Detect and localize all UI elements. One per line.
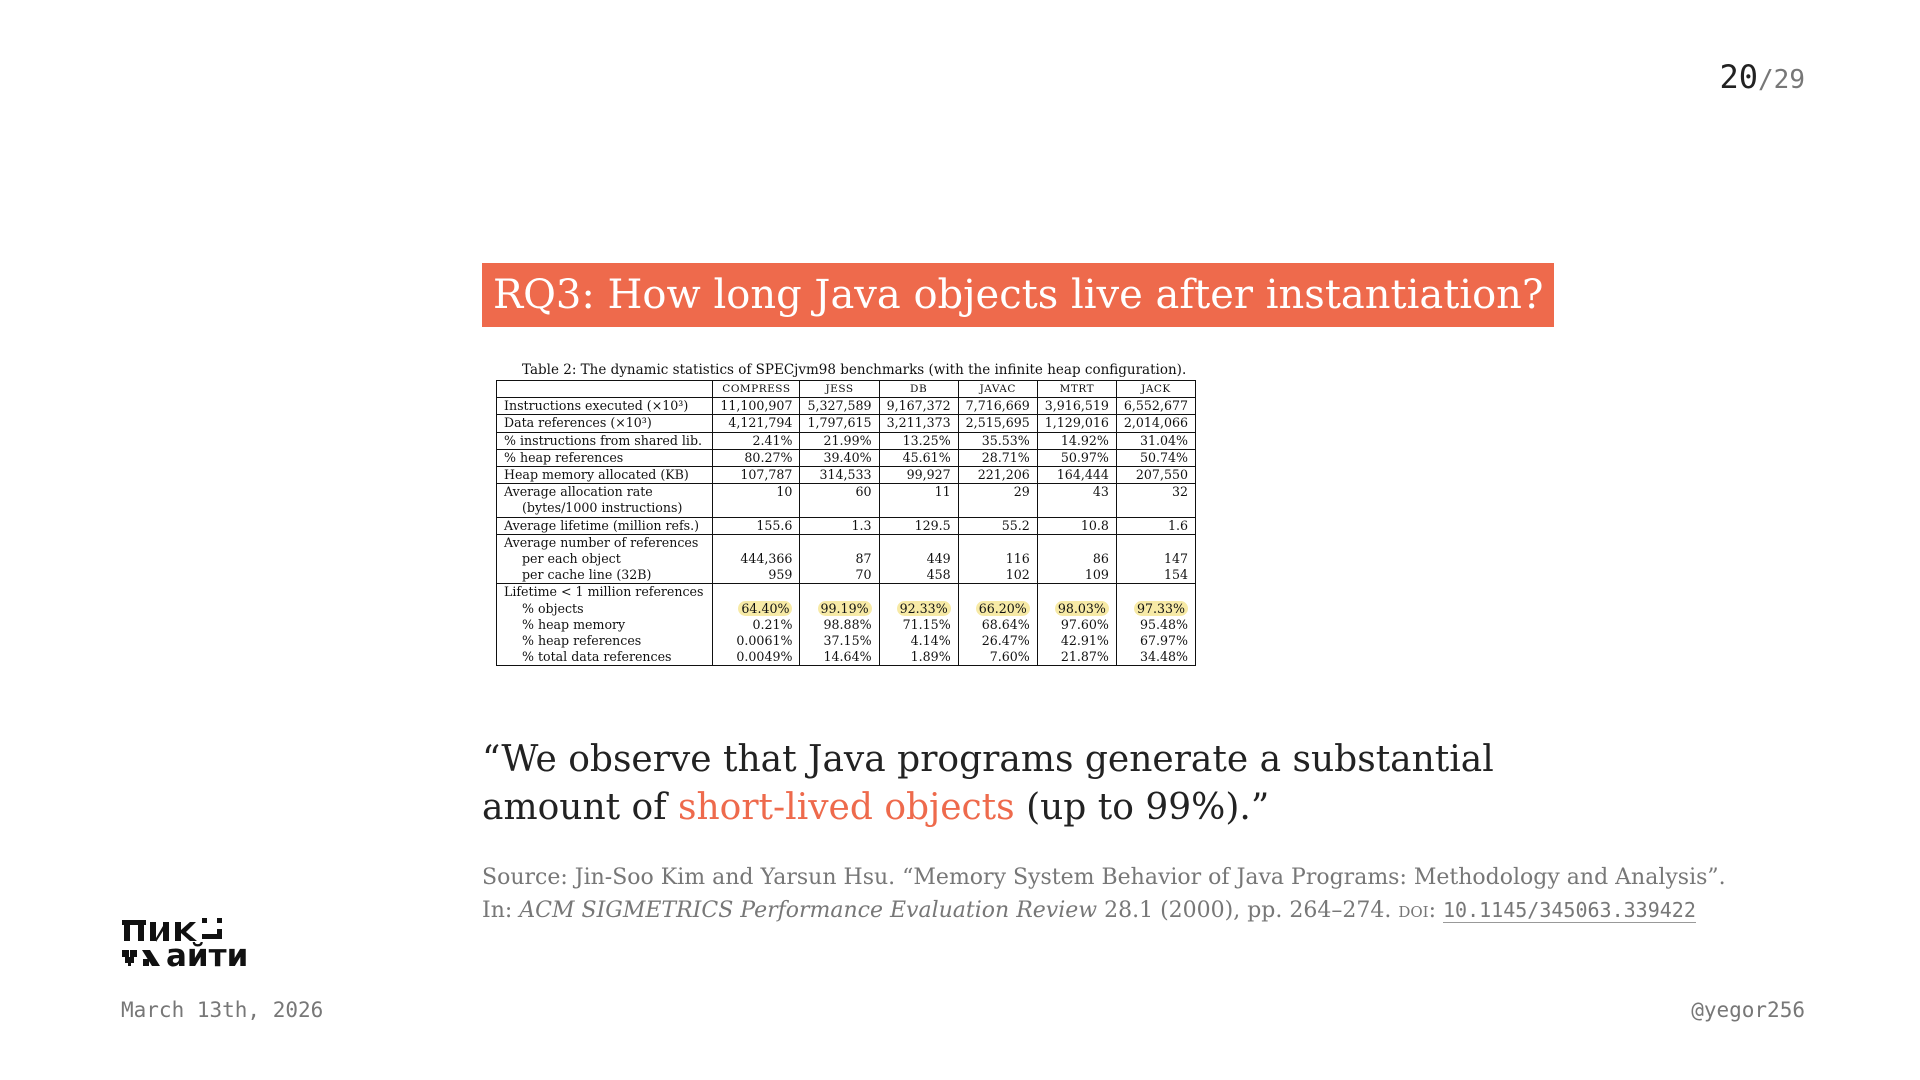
table-cell: 102: [958, 567, 1037, 584]
row-label: % heap references: [497, 449, 713, 466]
page-number: [1720, 58, 1806, 96]
table-cell: 107,787: [713, 467, 800, 484]
table-row: [497, 484, 1196, 501]
table-cell: 154: [1116, 567, 1195, 584]
pik-aiti-logo: [120, 912, 290, 974]
table-cell: 71.15%: [879, 617, 958, 633]
table-cell: [800, 534, 879, 551]
table-cell: 314,533: [800, 467, 879, 484]
quote-part-1: “We observe that Java programs generate a substantial amount of: [482, 739, 1494, 828]
table-cell: 116: [958, 551, 1037, 567]
table-row: [497, 467, 1196, 484]
page-total: /29: [1758, 65, 1805, 95]
table-cell: 35.53%: [958, 432, 1037, 449]
table-row: [497, 649, 1196, 666]
table-caption: Table 2: The dynamic statistics of SPECjvm98 benchmarks (with the infinite heap configuration).: [522, 362, 1187, 378]
source-details: 28.1 (2000), pp. 264–274.: [1097, 898, 1399, 923]
highlighted-value: 66.20%: [976, 601, 1030, 616]
column-header: JACK: [1116, 381, 1195, 398]
table-cell: 1.89%: [879, 649, 958, 666]
column-header: DB: [879, 381, 958, 398]
table-cell: [713, 500, 800, 517]
table-cell: 70: [800, 567, 879, 584]
table-cell: 10.8: [1037, 517, 1116, 534]
highlighted-value: 64.40%: [738, 601, 792, 616]
table-cell: 129.5: [879, 517, 958, 534]
table-cell: [1116, 500, 1195, 517]
table-cell: 164,444: [1037, 467, 1116, 484]
highlighted-value: 99.19%: [818, 601, 872, 616]
highlighted-value: 92.33%: [897, 601, 951, 616]
table-row: [497, 584, 1196, 601]
table-cell: 1,797,615: [800, 415, 879, 432]
row-label: % heap memory: [497, 617, 713, 633]
table-cell: 5,327,589: [800, 398, 879, 415]
table-cell: [958, 601, 1037, 617]
page-current: 20: [1719, 58, 1759, 96]
table-cell: 458: [879, 567, 958, 584]
table-figure: [486, 362, 1198, 666]
table-cell: 68.64%: [958, 617, 1037, 633]
table-header-row: [497, 381, 1196, 398]
row-label: per cache line (32B): [497, 567, 713, 584]
table-cell: 98.88%: [800, 617, 879, 633]
table-cell: [1116, 584, 1195, 601]
row-label: Average lifetime (million refs.): [497, 517, 713, 534]
table-corner: [497, 381, 713, 398]
table-cell: 32: [1116, 484, 1195, 501]
quote-part-2: (up to 99%).”: [1014, 787, 1270, 828]
table-cell: 2.41%: [713, 432, 800, 449]
row-label: Instructions executed (×10³): [497, 398, 713, 415]
table-cell: 11,100,907: [713, 398, 800, 415]
table-cell: 45.61%: [879, 449, 958, 466]
slide-heading: RQ3: How long Java objects live after instantiation?: [482, 263, 1554, 327]
table-cell: 207,550: [1116, 467, 1195, 484]
table-cell: 21.99%: [800, 432, 879, 449]
table-row: [497, 398, 1196, 415]
table-cell: 1.3: [800, 517, 879, 534]
benchmark-stats-table: [496, 380, 1196, 666]
source-line-2: [482, 894, 1782, 927]
footer-date: March 13th, 2026: [121, 998, 324, 1022]
column-header: JESS: [800, 381, 879, 398]
table-cell: 9,167,372: [879, 398, 958, 415]
table-cell: [1037, 584, 1116, 601]
row-label: % objects: [497, 601, 713, 617]
row-label: Average allocation rate: [497, 484, 713, 501]
row-label: % total data references: [497, 649, 713, 666]
table-row: [497, 500, 1196, 517]
column-header: JAVAC: [958, 381, 1037, 398]
quote-text: [482, 736, 1622, 832]
source-journal: ACM SIGMETRICS Performance Evaluation Review: [519, 898, 1098, 923]
column-header: COMPRESS: [713, 381, 800, 398]
table-cell: 4,121,794: [713, 415, 800, 432]
table-cell: 87: [800, 551, 879, 567]
table-cell: 4.14%: [879, 633, 958, 649]
table-row: [497, 567, 1196, 584]
table-cell: 14.64%: [800, 649, 879, 666]
row-label: % heap references: [497, 633, 713, 649]
doi-label: doi: [1398, 898, 1429, 923]
table-cell: 60: [800, 484, 879, 501]
table-cell: 109: [1037, 567, 1116, 584]
table-cell: [800, 601, 879, 617]
table-cell: 31.04%: [1116, 432, 1195, 449]
table-cell: 99,927: [879, 467, 958, 484]
table-cell: 6,552,677: [1116, 398, 1195, 415]
table-row: [497, 517, 1196, 534]
source-line-1: Source: Jin-Soo Kim and Yarsun Hsu. “Memory System Behavior of Java Programs: Methodology and Analysis”.: [482, 865, 1726, 890]
table-cell: 0.0049%: [713, 649, 800, 666]
table-cell: 95.48%: [1116, 617, 1195, 633]
table-row: [497, 633, 1196, 649]
table-cell: 7,716,669: [958, 398, 1037, 415]
highlighted-value: 98.03%: [1055, 601, 1109, 616]
highlighted-value: 97.33%: [1134, 601, 1188, 616]
table-cell: 34.48%: [1116, 649, 1195, 666]
table-cell: 55.2: [958, 517, 1037, 534]
table-cell: 43: [1037, 484, 1116, 501]
row-sublabel: (bytes/1000 instructions): [497, 500, 713, 517]
table-cell: 3,916,519: [1037, 398, 1116, 415]
table-cell: 147: [1116, 551, 1195, 567]
table-cell: 14.92%: [1037, 432, 1116, 449]
table-cell: [713, 584, 800, 601]
quote-accent: short-lived objects: [678, 787, 1015, 828]
table-cell: [713, 534, 800, 551]
row-label: Data references (×10³): [497, 415, 713, 432]
table-cell: 97.60%: [1037, 617, 1116, 633]
source-citation: [482, 862, 1782, 927]
table-cell: 39.40%: [800, 449, 879, 466]
table-cell: [879, 534, 958, 551]
table-cell: [713, 601, 800, 617]
table-cell: [958, 500, 1037, 517]
table-cell: [800, 500, 879, 517]
table-row: [497, 449, 1196, 466]
table-cell: 50.74%: [1116, 449, 1195, 466]
table-row: [497, 415, 1196, 432]
table-cell: 13.25%: [879, 432, 958, 449]
row-label: per each object: [497, 551, 713, 567]
table-cell: 1,129,016: [1037, 415, 1116, 432]
table-cell: [879, 500, 958, 517]
table-cell: 0.0061%: [713, 633, 800, 649]
table-cell: [1116, 534, 1195, 551]
table-cell: [1037, 534, 1116, 551]
table-cell: 2,014,066: [1116, 415, 1195, 432]
table-cell: 50.97%: [1037, 449, 1116, 466]
table-cell: [1037, 500, 1116, 517]
table-cell: 155.6: [713, 517, 800, 534]
footer-handle[interactable]: @yegor256: [1691, 998, 1805, 1022]
table-cell: 0.21%: [713, 617, 800, 633]
table-cell: 3,211,373: [879, 415, 958, 432]
row-label: Heap memory allocated (KB): [497, 467, 713, 484]
table-cell: 80.27%: [713, 449, 800, 466]
table-cell: [879, 601, 958, 617]
row-group-label: Average number of references: [497, 534, 713, 551]
table-row: [497, 617, 1196, 633]
table-cell: [800, 584, 879, 601]
table-cell: 221,206: [958, 467, 1037, 484]
table-cell: 29: [958, 484, 1037, 501]
table-cell: 37.15%: [800, 633, 879, 649]
table-row: [497, 432, 1196, 449]
table-cell: 449: [879, 551, 958, 567]
row-group-label: Lifetime < 1 million references: [497, 584, 713, 601]
table-cell: 67.97%: [1116, 633, 1195, 649]
column-header: MTRT: [1037, 381, 1116, 398]
row-label: % instructions from shared lib.: [497, 432, 713, 449]
table-row-highlighted: [497, 601, 1196, 617]
table-cell: 7.60%: [958, 649, 1037, 666]
table-cell: 21.87%: [1037, 649, 1116, 666]
logo-wordmark: айти: [166, 938, 249, 974]
doi-separator: :: [1428, 898, 1443, 923]
table-cell: [958, 534, 1037, 551]
table-cell: [958, 584, 1037, 601]
table-cell: 1.6: [1116, 517, 1195, 534]
table-cell: 42.91%: [1037, 633, 1116, 649]
table-cell: 86: [1037, 551, 1116, 567]
table-cell: [879, 584, 958, 601]
table-cell: 10: [713, 484, 800, 501]
table-row: [497, 534, 1196, 551]
doi-link[interactable]: 10.1145/345063.339422: [1443, 898, 1696, 922]
table-cell: 2,515,695: [958, 415, 1037, 432]
table-cell: 444,366: [713, 551, 800, 567]
table-cell: 26.47%: [958, 633, 1037, 649]
table-cell: 28.71%: [958, 449, 1037, 466]
table-cell: [1116, 601, 1195, 617]
table-row: [497, 551, 1196, 567]
table-cell: [1037, 601, 1116, 617]
table-cell: 11: [879, 484, 958, 501]
table-cell: 959: [713, 567, 800, 584]
source-in: In:: [482, 898, 520, 923]
